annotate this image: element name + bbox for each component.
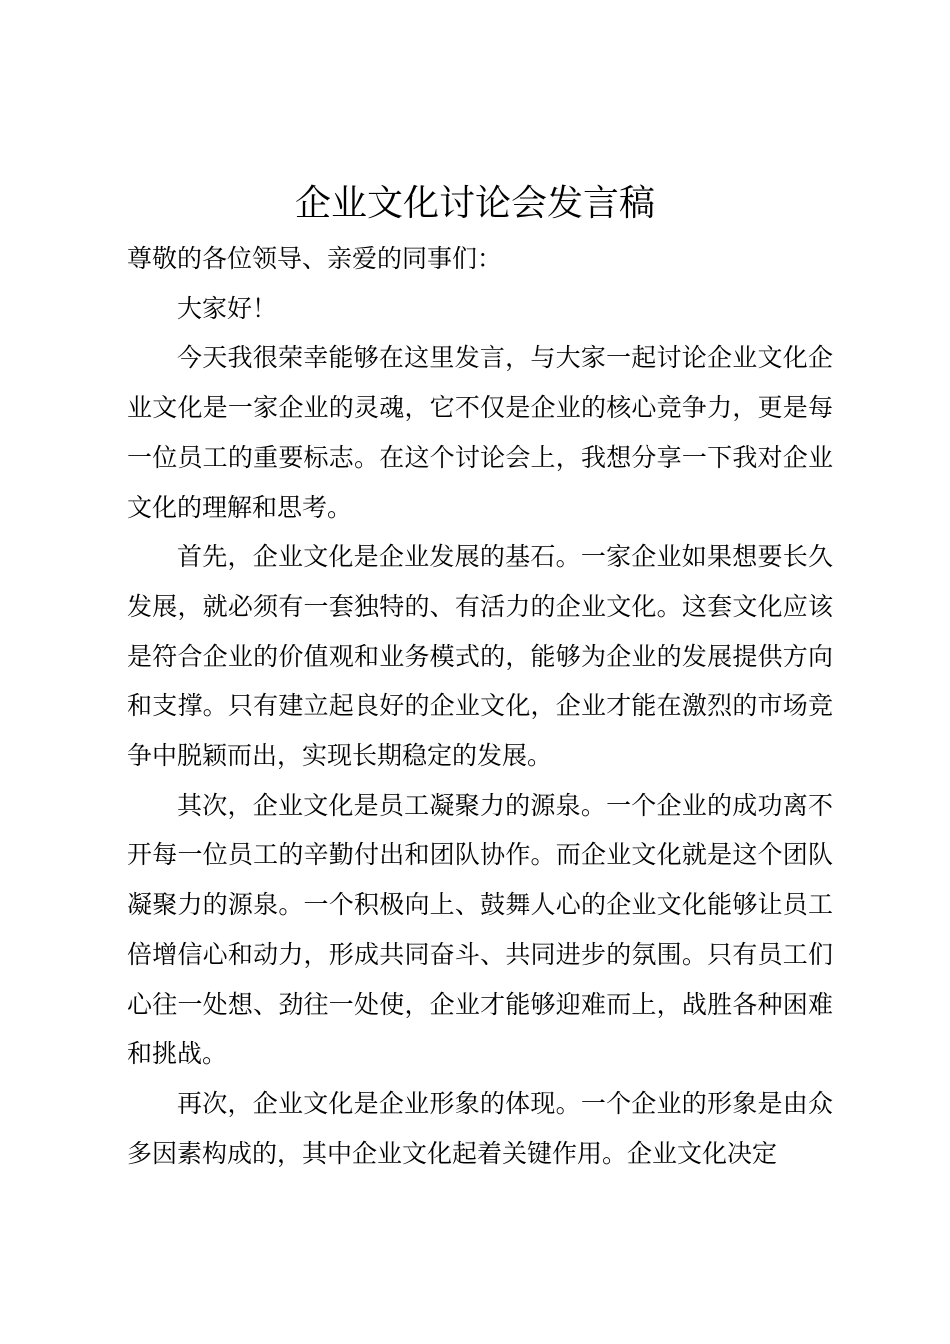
paragraph-intro: 今天我很荣幸能够在这里发言，与大家一起讨论企业文化企业文化是一家企业的灵魂，它不仅是企业的核心竞争力，更是每一位员工的重要标志。在这个讨论会上，我想分享一下我对企业文化的理解和思考。 <box>127 343 833 522</box>
paragraph-first: 首先，企业文化是企业发展的基石。一家企业如果想要长久发展，就必须有一套独特的、有活力的企业文化。这套文化应该是符合企业的价值观和业务模式的，能够为企业的发展提供方向和支撑。只有建立起良好的企业文化，企业才能在激烈的市场竞争中脱颖而出，实现长期稳定的发展。 <box>127 542 833 771</box>
document-title: 企业文化讨论会发言稿 <box>294 183 655 224</box>
document-body <box>127 234 833 1178</box>
salutation: 尊敬的各位领导、亲爱的同事们： <box>127 244 503 273</box>
paragraph-third: 再次，企业文化是企业形象的体现。一个企业的形象是由众多因素构成的，其中企业文化起着关键作用。企业文化决定 <box>127 1088 833 1168</box>
greeting: 大家好！ <box>177 293 278 323</box>
paragraph-second: 其次，企业文化是员工凝聚力的源泉。一个企业的成功离不开每一位员工的辛勤付出和团队协作。而企业文化就是这个团队凝聚力的源泉。一个积极向上、鼓舞人心的企业文化能够让员工倍增信心和动力，形成共同奋斗、共同进步的氛围。只有员工们心往一处想、劲往一处使，企业才能够迎难而上，战胜各种困难和挑战。 <box>127 790 833 1069</box>
